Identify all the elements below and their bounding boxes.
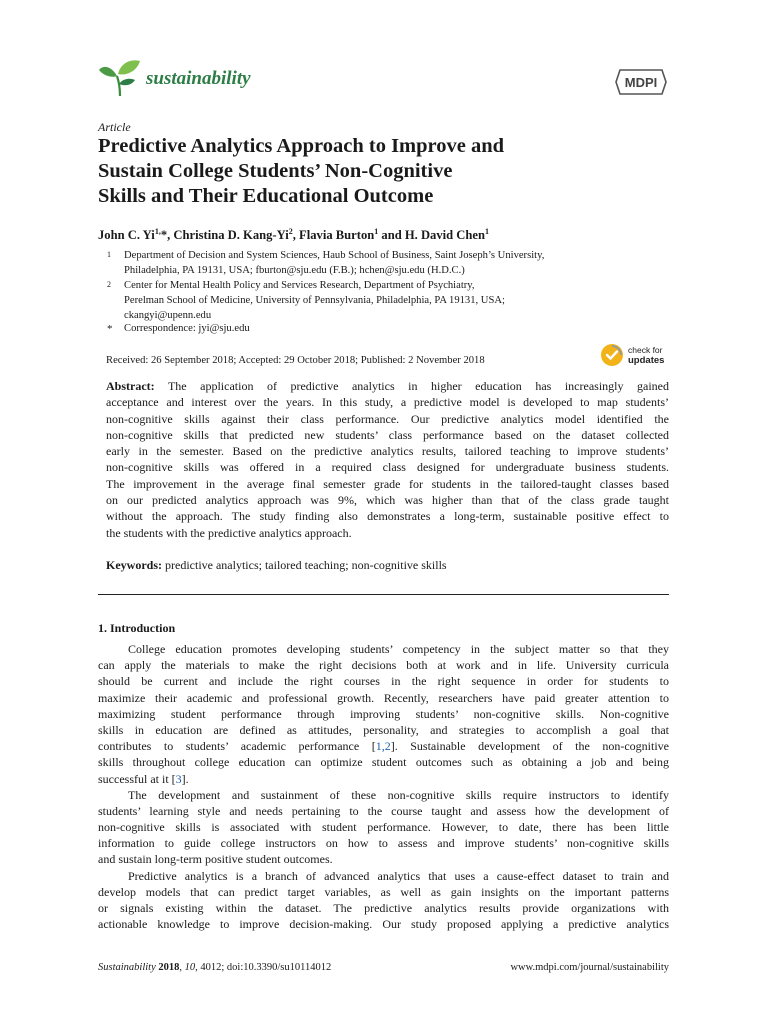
body-line: information to guide college instructors on how to assess and improve students’ non-cognitive skills [98,836,669,851]
abstract-line: non-cognitive skills was offered in a required class designed for undergraduate business students. [106,460,669,475]
article-type: Article [98,120,131,134]
body-line: skills in education are defined as attitudes, personality, and strategies to accomplish a goal that [98,722,669,737]
author-list [98,227,489,243]
body-line: maximizing student performance through improving students’ non-cognitive skills. Non-cognitive [98,706,669,721]
body-text-segment: ]. Sustainable development of the non-cognitive [390,739,669,754]
article-title [98,134,658,209]
abstract-line: the students with the predictive analytics approach. [106,525,352,540]
abstract-label: Abstract: [106,379,155,393]
check-updates-line1: check for [628,345,663,355]
abstract-line [106,378,669,394]
footer-year: 2018 [158,962,180,973]
body-line [98,738,669,754]
body-text-segment: contributes to students’ academic performance [ [98,739,376,754]
abstract-line: The improvement in the average final semester grade for students in the tailored-taught classes based [106,476,669,491]
affiliation-marker: 1, [154,227,161,236]
abstract-line: acceptance and interest over the years. In this study, a predictive model is developed to map students’ [106,395,669,410]
citation-link[interactable]: 1,2 [375,739,391,754]
affiliation-line: Philadelphia, PA 19131, USA; fburton@sju.edu (F.B.); hchen@sju.edu (H.D.C.) [124,265,465,276]
affiliation-marker: 1 [485,227,489,236]
body-line: Predictive analytics is a branch of advanced analytics that uses a cause-effect dataset to train and [128,868,669,883]
author-name: and H. David Chen [378,228,485,243]
keywords-text: predictive analytics; tailored teaching; non-cognitive skills [162,558,447,572]
keywords [106,558,447,573]
correspondence-line: Correspondence: jyi@sju.edu [124,323,250,334]
footer-journal: Sustainability [98,962,156,973]
abstract-line: early in the semester. Based on the predictive analytics results, tailored teaching to improve students’ [106,444,669,459]
affiliation-number: 1 [107,250,111,259]
body-line: students’ learning style and needs pertaining to the course taught and assess how the development of [98,803,669,818]
affiliation [98,278,658,323]
abstract-text: The application of predictive analytics in higher education has increasingly gained [154,379,669,393]
check-for-updates-button[interactable] [600,343,670,369]
publication-dates: Received: 26 September 2018; Accepted: 29 October 2018; Published: 2 November 2018 [106,355,485,366]
body-text [98,641,669,932]
affiliation-line: ckangyi@upenn.edu [124,310,212,321]
journal-url-link[interactable]: www.mdpi.com/journal/sustainability [510,962,669,973]
section-heading: 1. Introduction [98,621,176,635]
author-name: , Flavia Burton [292,228,375,243]
sprout-logo-icon [98,58,142,98]
affiliation [98,321,658,336]
abstract [106,378,669,541]
check-updates-line2: updates [628,355,665,366]
body-line: and sustain long-term positive student outcomes. [98,852,333,867]
check-updates-icon [600,343,624,367]
abstract-line: on our predicted analytics approach was 9%, which was higher than that of the class grade taught [106,493,669,508]
author-name: John C. Yi [98,228,155,243]
footer-doi: , 4012; doi:10.3390/su10114012 [195,962,332,973]
mdpi-logo-text: MDPI [624,75,658,90]
body-line: non-cognitive skills is associated with student performance. However, to date, there has been little [98,820,669,835]
body-line: should be current and include the right courses in the right sequence in order for students to [98,674,669,689]
affiliation-line: Department of Decision and System Sciences, Haub School of Business, Saint Joseph’s University, [124,250,545,261]
affiliation-line: Perelman School of Medicine, University of Pennsylvania, Philadelphia, PA 19131, USA; [124,295,505,306]
section-divider [98,594,669,595]
check-updates-label [628,345,664,366]
affiliation-number: * [107,323,113,335]
body-line: skills throughout college education can optimize student outcomes such as obtaining a job and being [98,755,669,770]
footer-volume: 10 [184,962,196,973]
body-line: The development and sustainment of these non-cognitive skills require instructors to identify [128,787,669,802]
body-line: maximize their academic and professional growth. Recently, researchers have paid greater attention to [98,690,669,705]
keywords-label: Keywords: [106,558,162,572]
journal-name: sustainability [146,68,251,89]
body-line: College education promotes developing students’ competency in the subject matter so that they [128,642,669,656]
affiliation-marker: 1 [374,227,379,236]
abstract-line: without the approach. The study finding also demonstrates a long-term, sustainable positive effect to [106,509,669,524]
body-line: actionable knowledge to improve decision-making. Our study proposed applying a predictive analytics [98,917,669,932]
title-line: Predictive Analytics Approach to Improve and [98,135,505,157]
title-line: Sustain College Students’ Non-Cognitive [98,160,453,182]
body-line [98,771,669,787]
title-line: Skills and Their Educational Outcome [98,185,434,207]
citation-info: Sustainability 2018, 10, 4012; doi:10.3390/su10114012 [98,962,332,973]
affiliation-marker: 2 [288,227,293,236]
affiliation-number: 2 [107,280,111,289]
mdpi-logo-icon [614,67,668,97]
citation-link[interactable]: 3 [175,771,182,786]
body-line: or signals existing within the dataset. The predictive analytics results provide organizations with [98,901,669,915]
body-text-segment: successful at it [ [98,771,176,786]
corresponding-marker: * [160,228,168,243]
body-line: can apply the materials to make the right decisions both at work and in life. University curricula [98,658,669,673]
abstract-line: non-cognitive skills against their class performance. Our predictive analytics model identified the [106,411,669,426]
author-name: , Christina D. Kang-Yi [167,228,289,243]
affiliation [98,248,658,278]
affiliation-line: Center for Mental Health Policy and Services Research, Department of Psychiatry, [124,280,475,291]
body-line: develop models that can predict target variables, as well as gain insights on the important patterns [98,884,669,899]
body-text-segment: ]. [181,771,189,786]
abstract-line: non-cognitive skills that predicted new students’ class performance based on the dataset collected [106,427,669,442]
